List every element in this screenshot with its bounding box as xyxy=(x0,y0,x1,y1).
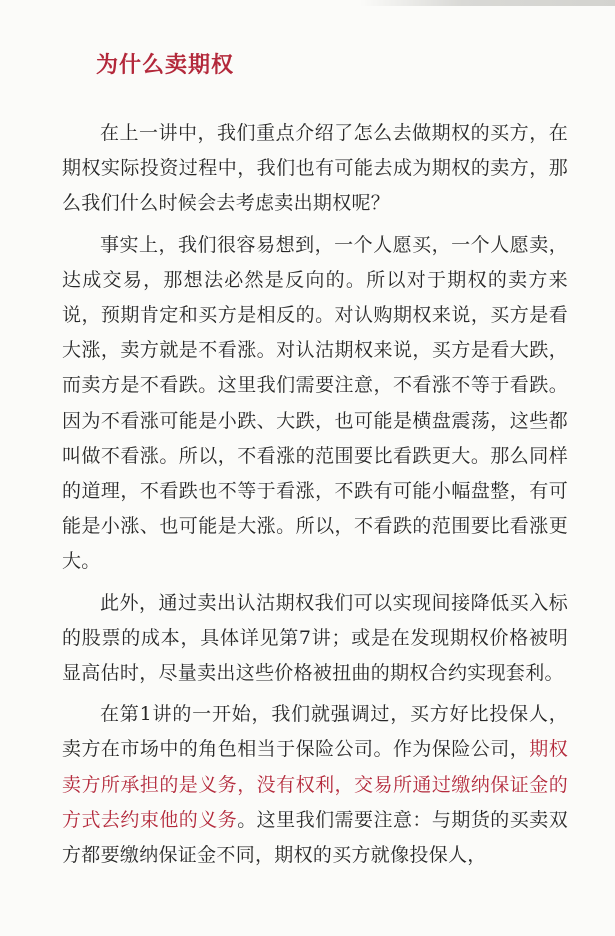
paragraph-4-lead: 在第1讲的一开始，我们就强调过，买方好比投保人，卖方在市场中的角色相当于保险公司。作为保险公司， xyxy=(62,703,568,761)
paragraph-2: 事实上，我们很容易想到，一个人愿买，一个人愿卖，达成交易，那想法必然是反向的。所以对于期权的卖方来说，预期肯定和买方是相反的。对认购期权来说，买方是看大涨，卖方就是不看涨。对认沽期权来说，买方是看大跌，而卖方是不看跌。这里我们需要注意，不看涨不等于看跌。因为不看涨可能是小跌、大跌，也可能是横盘震荡，这些都叫做不看涨。所以，不看涨的范围要比看跌更大。那么同样的道理，不看跌也不等于看涨，不跌有可能小幅盘整，有可能是小涨、也可能是大涨。所以，不看跌的范围要比看涨更大。 xyxy=(62,233,568,573)
section-heading: 为什么卖期权 xyxy=(96,53,235,78)
paragraph-4-tail: 。这里我们需要注意：与期货的买卖双方都要缴纳保证金不同，期权的买方就像投保人， xyxy=(62,808,568,867)
paragraph-3: 此外，通过卖出认沽期权我们可以实现间接降低买入标的股票的成本，具体详见第7讲；或是在发现期权价格被明显高估时，尽量卖出这些价格被扭曲的期权合约实现套利。 xyxy=(62,591,568,685)
paragraph-4 xyxy=(62,697,568,873)
highlighted-text: 期权卖方所承担的是义务，没有权利，交易所通过缴纳保证金的方式去约束他的义务 xyxy=(62,738,569,831)
top-edge-strip xyxy=(360,0,615,6)
paragraph-1: 在上一讲中，我们重点介绍了怎么去做期权的买方，在期权实际投资过程中，我们也有可能去成为期权的卖方，那么我们什么时候会去考虑卖出期权呢？ xyxy=(62,122,568,215)
body-text xyxy=(62,116,568,879)
